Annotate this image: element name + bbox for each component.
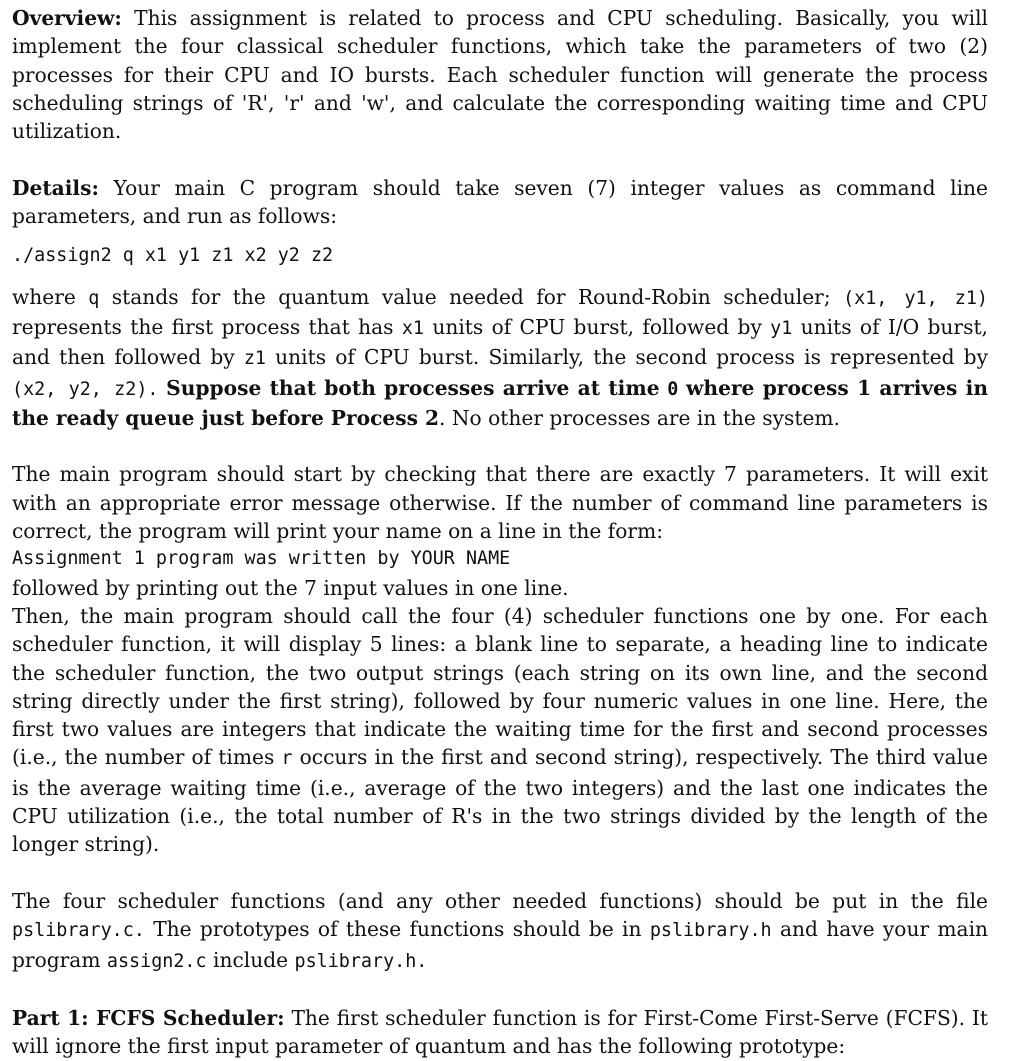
details-label: Details: [12,175,99,200]
files-text: The prototypes of these functions should be in [153,917,642,942]
code-file-h2: pslibrary.h. [294,950,428,972]
files-text: and have your main program [12,917,989,972]
where-text: units of CPU burst, followed by [432,314,762,339]
where-text: units of I/O burst, and then followed by [12,314,988,370]
files-text: include [212,947,289,972]
overview-text: This assignment is related to process and CPU scheduling. Basically, you will implement the four classical scheduler functions, which take the parameters of two (2) processes for their CPU and IO bursts. Each scheduler function will generate the process scheduling strings of 'R', 'r' and 'w', and calculate the corresponding waiting time and CPU utilization. [12,6,989,144]
main-program-text: Then, the main program should call the four (4) scheduler functions one by one. For each scheduler function, it will display 5 lines: a blank line to separate, a heading line to indicate the scheduler function, the two output strings (each string on its own line, and the second string directly under the first string), followed by four numeric values in one line. Here, the first two values are integers that indicate the waiting time for the first and second processes (i.e., the number of times [12,603,988,770]
spacer [12,432,988,460]
files-text: The four scheduler functions (and any other needed functions) should be put in the file [12,888,988,913]
code-z1: z1 [243,348,266,370]
spacer [12,976,988,1004]
spacer [12,859,988,887]
details-paragraph [12,174,988,231]
spacer [12,271,988,283]
overview-paragraph [12,4,988,145]
suppose-end-text: . No other processes are in the system. [439,405,840,430]
suppose-bold-text: where process 1 arrives in the ready queue just before Process 2 [12,375,989,430]
code-tuple2: (x2, y2, z2). [12,378,159,400]
main-program-paragraph [12,460,988,858]
where-text: represents the first process that has [12,314,394,339]
where-text: where [12,284,76,309]
spacer [12,145,988,173]
main-program-text: occurs in the first and second string), respectively. The third value is the average waiting time (i.e., average of the two integers) and the last one indicates the CPU utilization (i.e., the total number of R's in the two strings divided by the length of the longer string). [12,745,988,857]
code-q: q [88,287,100,309]
main-program-text: The main program should start by checking that there are exactly 7 parameters. It will exit with an appropriate error message otherwise. If the number of command line parameters is correct, the program will print your name on a line in the form: [12,462,988,544]
code-file-c: pslibrary.c. [12,920,145,942]
code-zero: 0 [667,378,679,400]
where-text: units of CPU burst. Similarly, the second process is represented by [275,345,988,370]
part1-text: The first scheduler function is for First-Come First-Serve (FCFS). It will ignore the first input parameter of quantum and has the following prototype: [12,1006,989,1059]
part1-paragraph [12,1004,988,1061]
main-program-text: followed by printing out the 7 input values in one line. [12,575,569,600]
where-text: stands for the quantum value needed for Round-Robin scheduler; [111,284,831,309]
spacer [12,230,988,242]
code-name-line: Assignment 1 program was written by YOUR NAME [12,548,511,570]
code-file-h: pslibrary.h [649,920,772,942]
code-tuple1: (x1, y1, z1) [843,287,988,309]
part1-label: Part 1: FCFS Scheduler: [12,1006,285,1031]
overview-label: Overview: [12,6,122,30]
where-paragraph [12,283,988,432]
files-paragraph [12,887,988,976]
suppose-bold-text: Suppose that both processes arrive at time [166,375,660,400]
code-y1: y1 [770,317,793,339]
code-x1: x1 [401,317,425,339]
command-line-example: ./assign2 q x1 y1 z1 x2 y2 z2 [12,245,334,267]
document-page [12,4,988,1061]
code-r: r [281,748,293,770]
details-text: Your main C program should take seven (7) integer values as command line parameters, and run as follows: [12,175,988,229]
code-file-main: assign2.c [106,950,207,972]
